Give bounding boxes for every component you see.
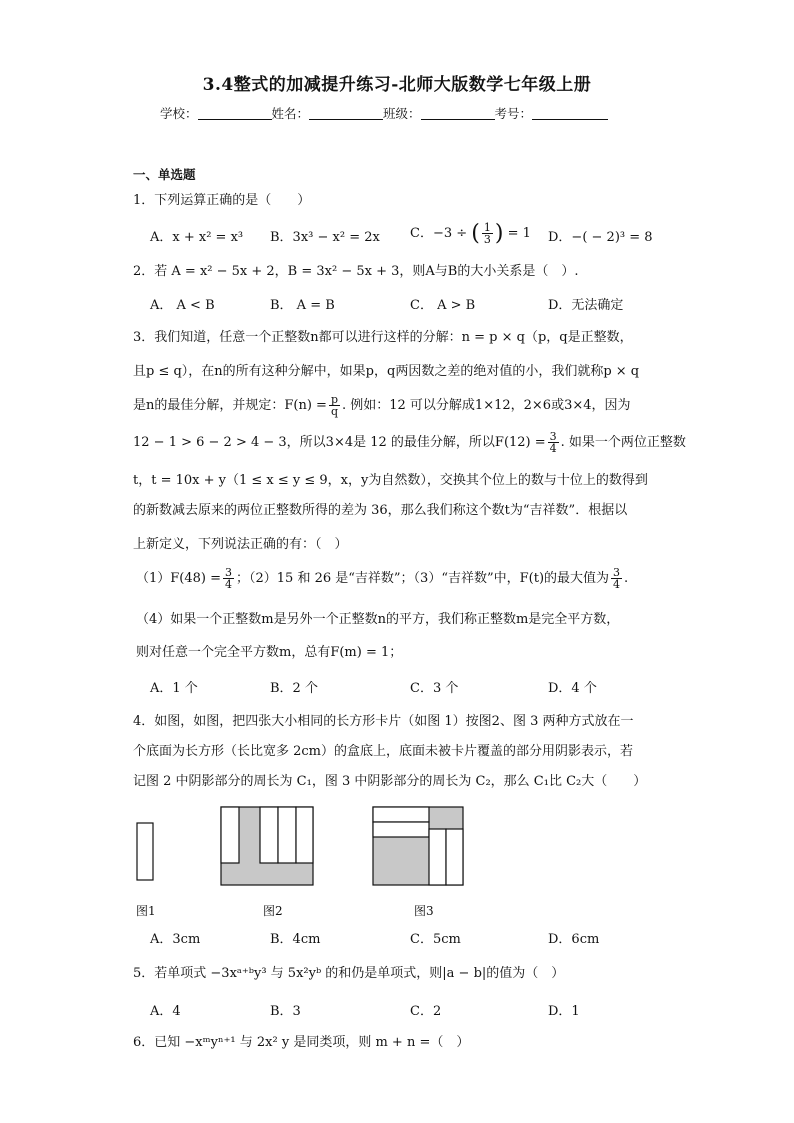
section-title: 一、单选题: [133, 167, 196, 182]
q3-line-6: 的新数减去原来的两位正整数所得的差为 36，那么我们称这个数t为“吉祥数”．根据以: [133, 503, 628, 518]
q6-stem: 6．已知 −xᵐyⁿ⁺¹ 与 2x² y 是同类项，则 m + n =（ ）: [133, 1035, 470, 1050]
q3-line-5: t，t = 10x + y（1 ≤ x ≤ y ≤ 9，x，y为自然数），交换其个位上的数与十位上的数得到: [133, 473, 648, 488]
name-label: 姓名：: [271, 106, 310, 121]
page-title: 3.4整式的加减提升练习-北师大版数学七年级上册: [202, 75, 592, 95]
q4-line-1: 4．如图，如图，把四张大小相同的长方形卡片（如图 1）按图2、图 3 两种方式放在一: [133, 714, 634, 729]
frac-num: 1: [483, 221, 491, 234]
q2-stem: 2．若 A = x² − 5x + 2，B = 3x² − 5x + 3，则A与B的大小关系是（ ）.: [133, 264, 579, 279]
q4-option-a[interactable]: A．3cm: [150, 932, 201, 947]
figure-2: [220, 806, 316, 888]
q5-option-b[interactable]: B．3: [270, 1004, 301, 1019]
q5-option-c[interactable]: C．2: [410, 1004, 442, 1019]
q5-stem: 5．若单项式 −3xᵃ⁺ᵇy³ 与 5x²yᵇ 的和仍是单项式，则|a − b|的值为（ ）: [133, 966, 565, 981]
q2-option-b[interactable]: B． A = B: [270, 298, 335, 313]
q4-line-3: 记图 2 中阴影部分的周长为 C₁，图 3 中阴影部分的周长为 C₂，那么 C₁比 C₂大（ ）: [133, 774, 647, 789]
q3-line-3: [133, 394, 631, 417]
q2-option-a[interactable]: A． A < B: [150, 298, 215, 313]
frac-den: 3: [483, 233, 491, 246]
q3-line-1: 3．我们知道，任意一个正整数n都可以进行这样的分解：n = p × q（p，q是正整数，: [133, 330, 633, 345]
paren-close: ): [494, 220, 504, 246]
q3-pq-fraction: [329, 394, 340, 417]
q5-option-a[interactable]: A．4: [150, 1004, 181, 1019]
q3-option-a[interactable]: A．1 个: [150, 681, 198, 696]
frac-den: 4: [549, 442, 557, 455]
name-blank[interactable]: [309, 107, 383, 120]
figure-3-card-2: [373, 822, 429, 837]
q3-option-d[interactable]: D．4 个: [548, 681, 597, 696]
paren-open: (: [471, 220, 480, 246]
q3-option-c[interactable]: C．3 个: [410, 681, 459, 696]
q3-f12-fraction: [548, 431, 559, 454]
q1-option-c-fraction: [482, 222, 493, 245]
q2-option-c[interactable]: C． A > B: [410, 298, 476, 313]
q3-line-3-suffix: . 例如：12 可以分解成1×12，2×6或3×4，因为: [341, 398, 631, 413]
q3-line-3-prefix: 是n的最佳分解，并规定：F(n) =: [133, 398, 327, 413]
figure-1-card: [136, 822, 156, 882]
q3-line-10: 则对任意一个完全平方数m，总有F(m) = 1；: [136, 645, 403, 660]
q2-option-d[interactable]: D．无法确定: [548, 298, 624, 313]
exam-no-blank[interactable]: [532, 107, 608, 120]
figure-2-card-2: [260, 807, 278, 863]
figure-3-card-1: [373, 807, 429, 822]
figure-3-label: 图3: [414, 904, 434, 918]
figure-2-label: 图2: [263, 904, 283, 918]
frac-den: 4: [225, 578, 233, 591]
figure-1-label: 图1: [136, 904, 156, 918]
class-blank[interactable]: [421, 107, 495, 120]
q3-line-2: 且p ≤ q），在n的所有这种分解中，如果p，q两因数之差的绝对值的小，我们就称p × q: [133, 364, 640, 379]
q3-line-8-mid: ；（2）15 和 26 是“吉祥数”；（3）“吉祥数”中，F(t)的最大值为: [236, 571, 610, 586]
q1-option-c[interactable]: [410, 222, 531, 245]
figure-2-card-3: [278, 807, 296, 863]
q3-line-9: （4）如果一个正整数m是另外一个正整数n的平方，我们称正整数m是完全平方数，: [136, 612, 620, 627]
frac-num: 3: [613, 566, 621, 579]
q3-line-4: [133, 431, 686, 454]
class-label: 班级：: [383, 106, 421, 121]
q3-line-8-prefix: （1）F(48) =: [136, 571, 222, 586]
q5-option-d[interactable]: D．1: [548, 1004, 580, 1019]
frac-den: 4: [613, 578, 621, 591]
frac-num: 3: [225, 566, 233, 579]
figure-3: [372, 806, 466, 888]
school-label: 学校：: [160, 106, 198, 121]
school-blank[interactable]: [198, 107, 272, 120]
q1-stem: 1．下列运算正确的是（ ）: [133, 193, 311, 208]
figure-2-card-1: [221, 807, 239, 863]
q4-option-d[interactable]: D．6cm: [548, 932, 600, 947]
student-info-row: [160, 104, 608, 122]
frac-num: 3: [549, 430, 557, 443]
q3-line-8: [136, 567, 628, 590]
frac-num: p: [330, 393, 338, 406]
q4-line-2: 个底面为长方形（长比宽多 2cm）的盒底上，底面未被卡片覆盖的部分用阴影表示，若: [133, 744, 634, 759]
q4-option-c[interactable]: C．5cm: [410, 932, 461, 947]
q4-option-b[interactable]: B．4cm: [270, 932, 321, 947]
frac-den: q: [330, 405, 338, 418]
q1-option-c-prefix: C．−3 ÷: [410, 226, 468, 241]
figure-3-card-4: [446, 829, 463, 885]
q3-f48-fraction: [223, 567, 234, 590]
q3-line-7: 上新定义，下列说法正确的有：（ ）: [133, 537, 348, 552]
q1-option-a[interactable]: A．x + x² = x³: [150, 230, 244, 245]
q3-line-4-suffix: . 如果一个两位正整数: [560, 435, 686, 450]
figure-2-card-4: [296, 807, 313, 863]
q3-line-4-prefix: 12 − 1 > 6 − 2 > 4 − 3，所以3×4是 12 的最佳分解，所以F(12) =: [133, 435, 546, 450]
q1-option-d[interactable]: D．−( − 2)³ = 8: [548, 230, 653, 245]
q1-option-c-suffix: = 1: [507, 226, 531, 241]
q1-option-b[interactable]: B．3x³ − x² = 2x: [270, 230, 380, 245]
figure-3-card-3: [429, 829, 446, 885]
q3-option-b[interactable]: B．2 个: [270, 681, 318, 696]
exam-no-label: 考号：: [494, 106, 533, 121]
q3-max-fraction: [611, 567, 622, 590]
q3-line-8-end: .: [624, 571, 629, 586]
